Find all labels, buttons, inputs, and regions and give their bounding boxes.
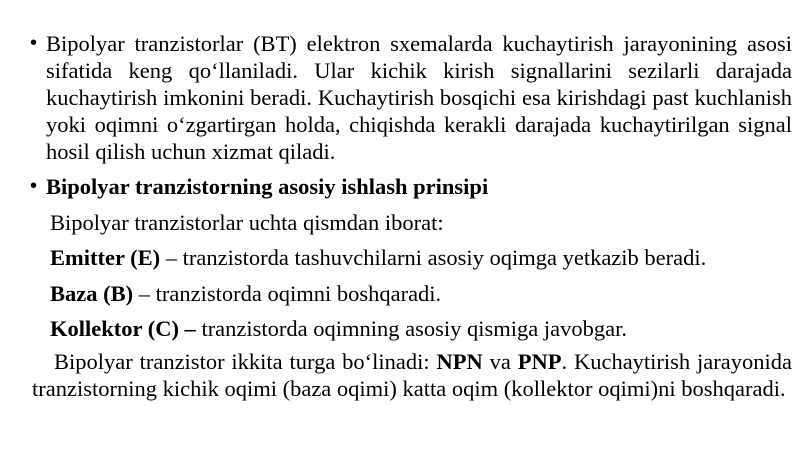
part-term: Baza (B)	[50, 281, 134, 306]
part-desc: tranzistorda oqimning asosiy qismiga javobgar.	[195, 316, 627, 341]
part-collector	[50, 315, 627, 342]
bullet-paragraph-2	[30, 173, 792, 200]
part-base	[50, 280, 441, 307]
final-text-1: Bipolyar tranzistor ikkita turga bo‘linadi:	[54, 349, 437, 374]
final-paragraph	[32, 348, 792, 402]
part-emitter	[50, 244, 706, 271]
section-heading: Bipolyar tranzistorning asosiy ishlash prinsipi	[46, 174, 489, 199]
pnp-term: PNP	[517, 349, 562, 374]
part-term: Kollektor (C) –	[50, 316, 196, 341]
part-desc: – tranzistorda oqimni boshqaradi.	[133, 281, 442, 306]
bullet-marker: •	[30, 175, 38, 197]
bullet-paragraph-1	[30, 30, 792, 165]
part-term: Emitter (E)	[50, 245, 161, 270]
intro-text: Bipolyar tranzistorlar uchta qismdan iborat:	[50, 210, 444, 235]
npn-term: NPN	[436, 349, 483, 374]
bullet-text-1: Bipolyar tranzistorlar (BT) elektron sxemalarda kuchaytirish jarayonining asosi sifatida keng qo‘llaniladi. Ular kichik kirish signallarini sezilarli darajada kuchaytirish imkonini beradi. Kuchaytirish bosqichi esa kirishdagi past kuchlanish yoki oqimni o‘zgartirgan holda, chiqishda kerakli darajada kuchaytirilgan signal hosil qilish uchun xizmat qiladi.	[46, 31, 792, 164]
final-text-2: . Kuchaytirish jarayonida tranzistorning kichik oqimi (baza oqimi) katta oqim (kollektor oqimi)ni boshqaradi.	[32, 349, 792, 401]
bullet-marker: •	[30, 32, 38, 54]
part-desc: – tranzistorda tashuvchilarni asosiy oqimga yetkazib beradi.	[160, 245, 707, 270]
final-va: va	[482, 349, 518, 374]
